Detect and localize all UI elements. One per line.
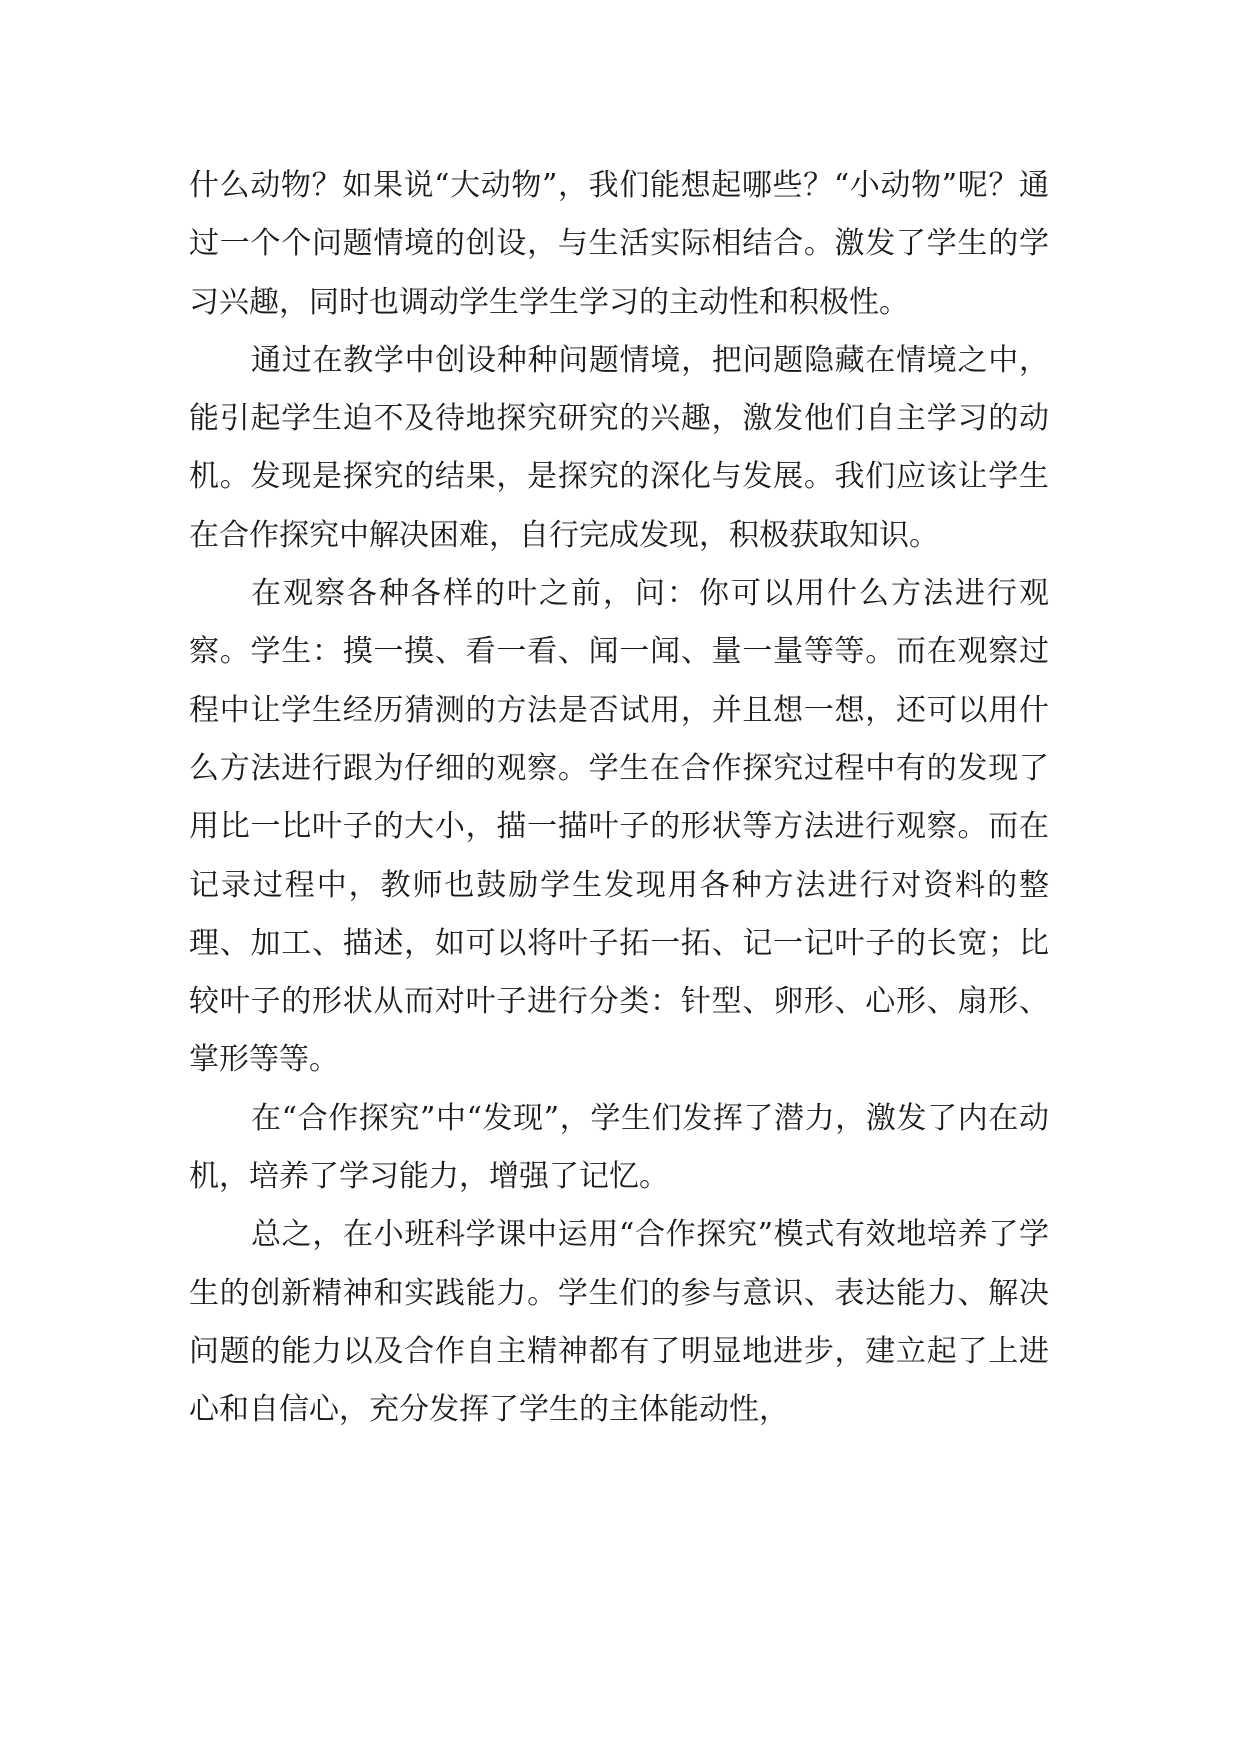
paragraph: 在“合作探究”中“发现”，学生们发挥了潜力，激发了内在动机，培养了学习能力，增强了记忆。 <box>189 1100 1049 1195</box>
document-body <box>189 157 1049 1440</box>
paragraph: 总之，在小班科学课中运用“合作探究”模式有效地培养了学生的创新精神和实践能力。学生们的参与意识、表达能力、解决问题的能力以及合作自主精神都有了明显地进步，建立起了上进心和自信心，充分发挥了学生的主体能动性， <box>189 1217 1049 1428</box>
paragraph: 在观察各种各样的叶之前，问：你可以用什么方法进行观察。学生：摸一摸、看一看、闻一闻、量一量等等。而在观察过程中让学生经历猜测的方法是否试用，并且想一想，还可以用什么方法进行跟为仔细的观察。学生在合作探究过程中有的发现了用比一比叶子的大小，描一描叶子的形状等方法进行观察。而在记录过程中，教师也鼓励学生发现用各种方法进行对资料的整理、加工、描述，如可以将叶子拓一拓、记一记叶子的长宽；比较叶子的形状从而对叶子进行分类：针型、卵形、心形、扇形、掌形等等。 <box>189 576 1049 1078</box>
paragraph-continued: 什么动物？如果说“大动物”，我们能想起哪些？“小动物”呢？通过一个个问题情境的创设，与生活实际相结合。激发了学生的学习兴趣，同时也调动学生学生学习的主动性和积极性。 <box>189 168 1049 320</box>
paragraph: 通过在教学中创设种种问题情境，把问题隐藏在情境之中，能引起学生迫不及待地探究研究的兴趣，激发他们自主学习的动机。发现是探究的结果，是探究的深化与发展。我们应该让学生在合作探究中解决困难，自行完成发现，积极获取知识。 <box>189 342 1049 553</box>
